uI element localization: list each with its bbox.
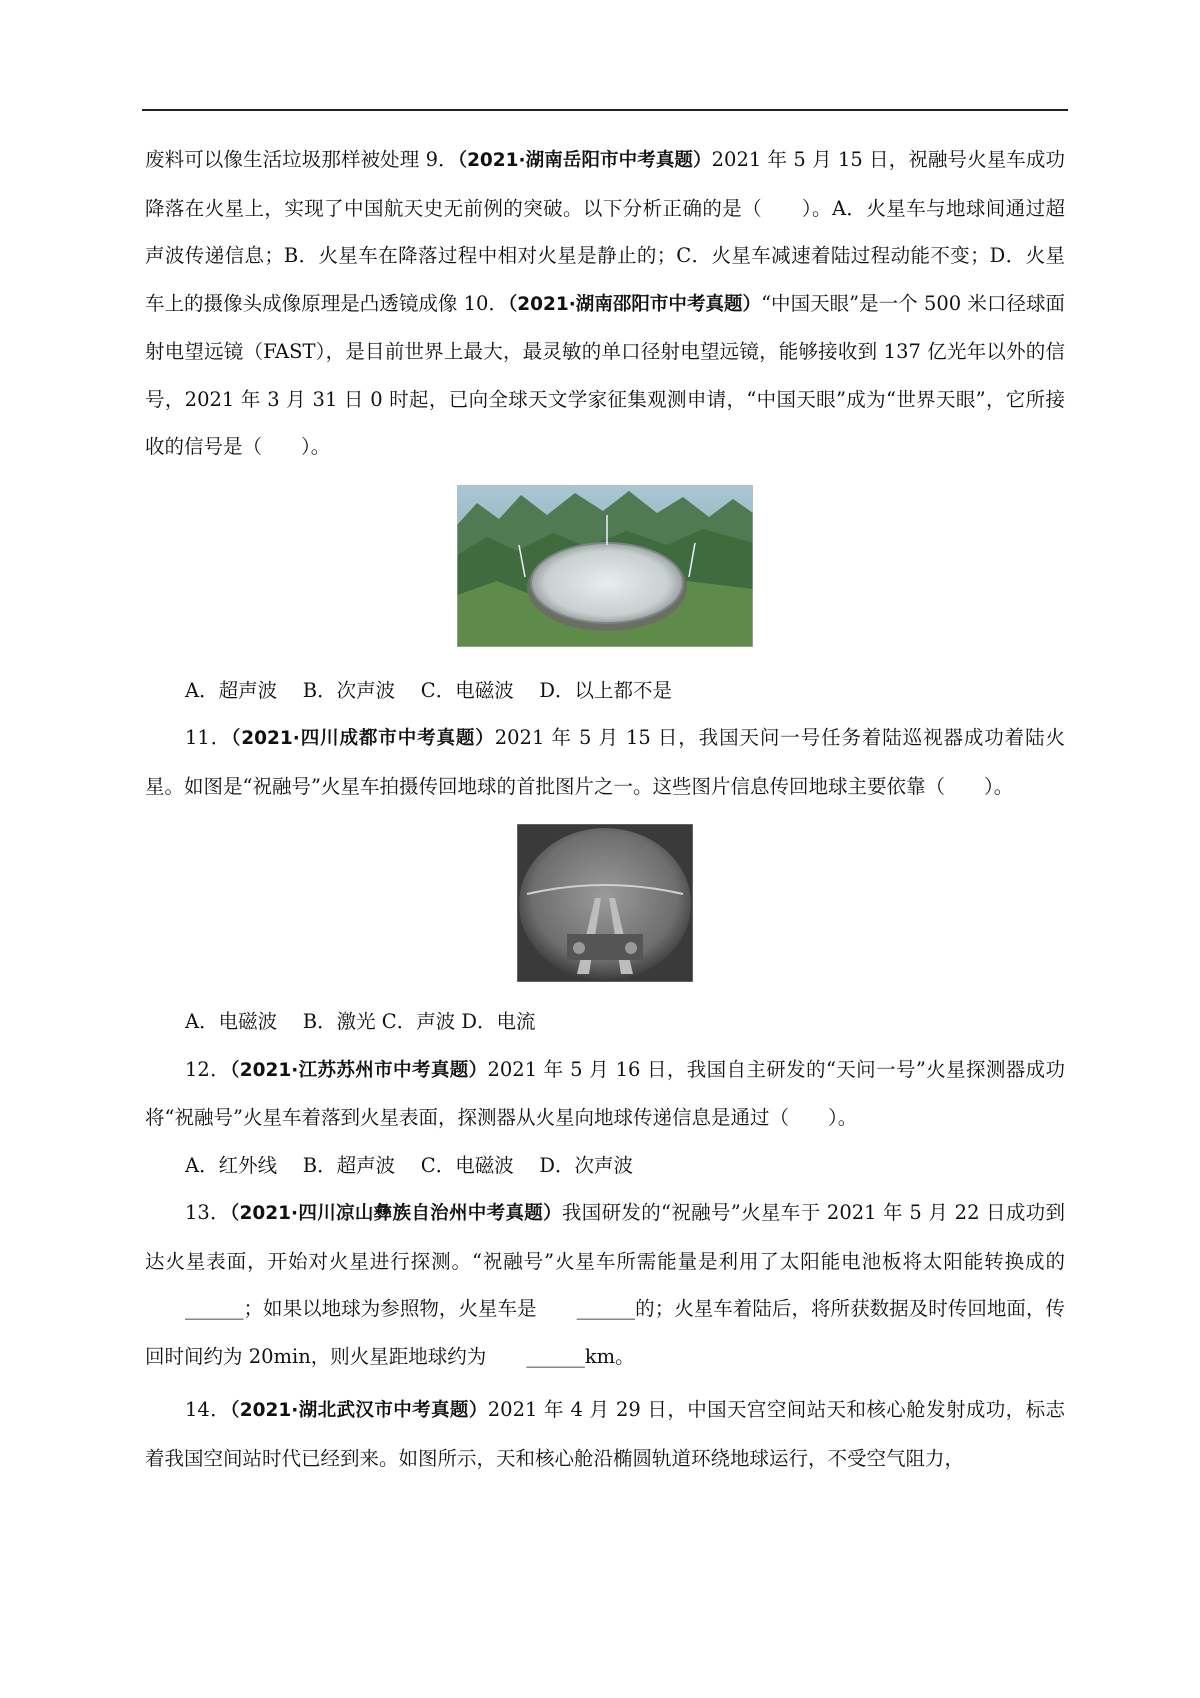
q11-options: A．电磁波 B．激光 C．声波 D．电流 bbox=[185, 1010, 536, 1033]
question-9 bbox=[145, 136, 1065, 471]
q10-text: “中国天眼”是一个 500 米口径球面射电望远镜（FAST），是目前世界上最大，最灵敏的单口径射电望远镜，能够接收到 137 亿光年以外的信号，2021 年 3 月 31 日 0 时起，已向全球天文学家征集观测申请，“中国天眼”成为“世界天眼”，它所接收的信号是（ ）。 bbox=[145, 291, 1065, 458]
mars-rover-figure bbox=[145, 824, 1065, 982]
q12-source: （2021·江苏苏州市中考真题） bbox=[230, 1059, 488, 1081]
q14-text: 2021 年 4 月 29 日，中国天宫空间站天和核心舱发射成功，标志着我国空间站时代已经到来。如图所示，天和核心舱沿椭圆轨道环绕地球运行，不受空气阻力， bbox=[145, 1398, 1065, 1470]
header-rule bbox=[142, 109, 1068, 111]
fast-telescope-image bbox=[457, 485, 753, 647]
q13-blank-3[interactable]: ______ bbox=[526, 1344, 585, 1368]
q13-number: 13． bbox=[185, 1201, 230, 1224]
q13-blank-1[interactable]: ______ bbox=[185, 1297, 244, 1320]
q13-blank-2[interactable]: ______ bbox=[576, 1297, 636, 1320]
q12-options: A．红外线 B．超声波 C．电磁波 D．次声波 bbox=[185, 1153, 634, 1177]
q9-text: 2021 年 5 月 15 日，祝融号火星车成功降落在火星上，实现了中国航天史无前例的突破。以下分析正确的是（ ）。A．火星车与地球间通过超声波传递信息；B．火星车在降落过程中相对火星是静止的；C．火星车减速着陆过程动能不变；D．火星车上的摄像头成像原理是凸透镜成像 10． bbox=[145, 148, 1065, 315]
q10-options: A．超声波 B．次声波 C．电磁波 D．以上都不是 bbox=[185, 678, 673, 702]
q10-source: （2021·湖南邵阳市中考真题） bbox=[507, 293, 762, 315]
q12-text: 2021 年 5 月 16 日，我国自主研发的“天问一号”火星探测器成功将“祝融号”火星车着落到火星表面，探测器从火星向地球传递信息是通过（ ）。 bbox=[145, 1057, 1065, 1129]
question-12 bbox=[145, 1046, 1065, 1142]
fast-telescope-figure bbox=[145, 485, 1065, 647]
q9-lead: 废料可以像生活垃圾那样被处理 9． bbox=[145, 148, 458, 171]
q13-source: （2021·四川凉山彝族自治州中考真题） bbox=[229, 1203, 562, 1224]
q11-source: （2021·四川成都市中考真题） bbox=[231, 728, 495, 749]
q14-source: （2021·湖北武汉市中考真题） bbox=[230, 1400, 488, 1421]
document-page bbox=[145, 136, 1065, 1482]
question-13 bbox=[145, 1189, 1065, 1380]
q14-number: 14． bbox=[185, 1398, 231, 1421]
q9-source: （2021·湖南岳阳市中考真题） bbox=[457, 150, 712, 171]
question-11 bbox=[145, 714, 1065, 810]
q11-number: 11． bbox=[185, 726, 232, 749]
q13-text-c: 的；火星车着陆后，将所获数据及时传回地面，传回时间约为 20min，则火星距地球约为 bbox=[145, 1297, 1065, 1368]
q13-text-b: ；如果以地球为参照物，火星车是 bbox=[243, 1297, 537, 1320]
q13-text-a: 我国研发的“祝融号”火星车于 2021 年 5 月 22 日成功到达火星表面，开始对火星进行探测。“祝融号”火星车所需能量是利用了太阳能电池板将太阳能转换成的 bbox=[145, 1201, 1065, 1273]
q13-text-d: km。 bbox=[584, 1344, 635, 1368]
q11-text: 2021 年 5 月 15 日，我国天问一号任务着陆巡视器成功着陆火星。如图是“祝融号”火星车拍摄传回地球的首批图片之一。这些图片信息传回地球主要依靠（ ）。 bbox=[145, 726, 1065, 798]
question-14 bbox=[145, 1386, 1065, 1482]
q12-number: 12． bbox=[185, 1057, 231, 1081]
mars-rover-image bbox=[517, 824, 693, 982]
